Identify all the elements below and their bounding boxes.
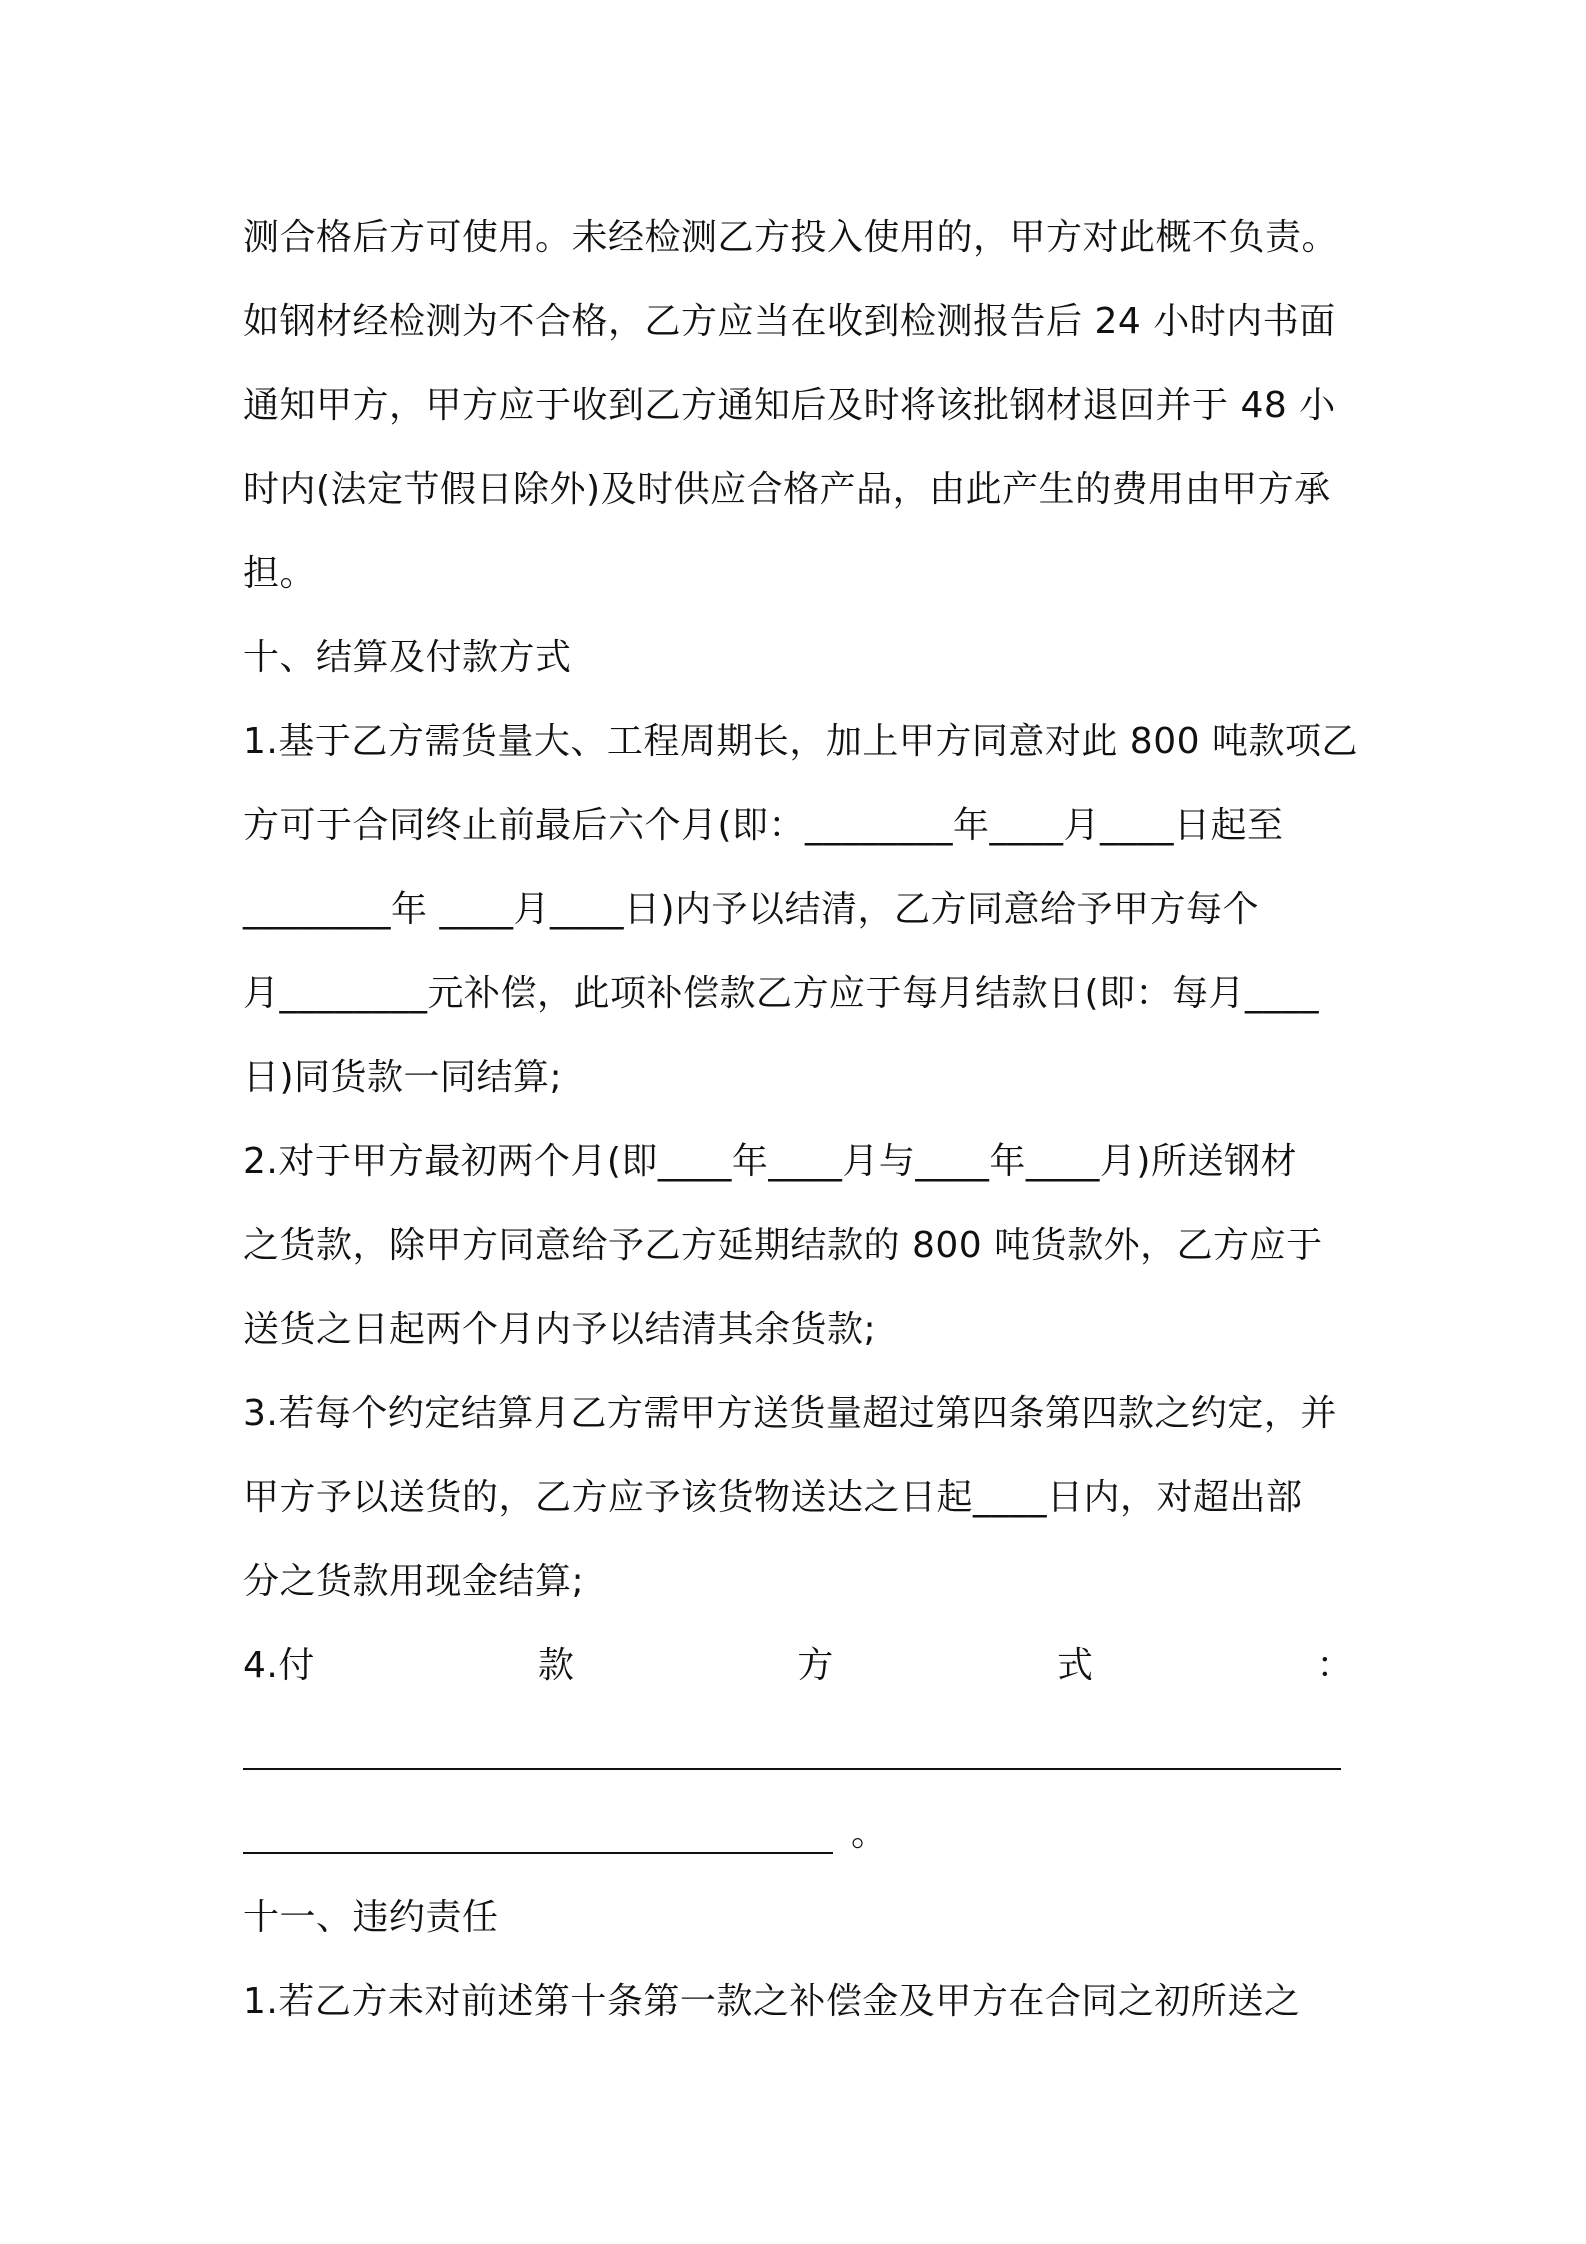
clause-3-line: 甲方予以送货的，乙方应予该货物送达之日起____日内，对超出部: [243, 1477, 1303, 1518]
clause-1-line: 日)同货款一同结算;: [243, 1057, 563, 1098]
payment-word: 方: [797, 1645, 834, 1686]
clause-1-line: 1.基于乙方需货量大、工程周期长，加上甲方同意对此 800 吨款项乙: [243, 721, 1358, 762]
clause-1-line: 方可于合同终止前最后六个月(即：________年____月____日起至: [243, 805, 1284, 846]
clause-1-line: 月________元补偿，此项补偿款乙方应于每月结款日(即：每月____: [243, 973, 1320, 1014]
clause-3-line: 分之货款用现金结算;: [243, 1561, 585, 1602]
payment-method-line: [243, 1624, 1353, 1708]
paragraph-line: 通知甲方，甲方应于收到乙方通知后及时将该批钢材退回并于 48 小: [243, 385, 1336, 426]
payment-word: 款: [537, 1645, 575, 1686]
clause-2-line: 2.对于甲方最初两个月(即____年____月与____年____月)所送钢材: [243, 1141, 1297, 1182]
blank-underline: [243, 1852, 833, 1854]
clause-11-1-line: 1.若乙方未对前述第十条第一款之补偿金及甲方在合同之初所送之: [243, 1981, 1301, 2022]
end-period: 。: [851, 1813, 888, 1854]
paragraph-line: 担。: [243, 553, 317, 594]
blank-fill-line: [243, 1792, 1353, 1876]
payment-word: ：: [1316, 1645, 1353, 1686]
paragraph-line: 测合格后方可使用。未经检测乙方投入使用的，甲方对此概不负责。: [243, 217, 1339, 258]
section-heading-11: 十一、违约责任: [243, 1897, 499, 1938]
paragraph-line: 时内(法定节假日除外)及时供应合格产品，由此产生的费用由甲方承: [243, 469, 1331, 510]
clause-3-line: 3.若每个约定结算月乙方需甲方送货量超过第四条第四款之约定，并: [243, 1393, 1337, 1434]
clause-2-line: 之货款，除甲方同意给予乙方延期结款的 800 吨货款外，乙方应于: [243, 1225, 1323, 1266]
document-body: [243, 196, 1358, 2044]
blank-underline: [243, 1768, 1341, 1770]
clause-1-line: ________年 ____月____日)内予以结清，乙方同意给予甲方每个: [243, 889, 1259, 930]
payment-word: 式: [1056, 1645, 1094, 1686]
section-heading-10: 十、结算及付款方式: [243, 637, 572, 678]
payment-word: 4.付: [243, 1645, 315, 1686]
paragraph-line: 如钢材经检测为不合格，乙方应当在收到检测报告后 24 小时内书面: [243, 301, 1336, 342]
blank-fill-line: [243, 1708, 1353, 1792]
clause-2-line: 送货之日起两个月内予以结清其余货款;: [243, 1309, 877, 1350]
